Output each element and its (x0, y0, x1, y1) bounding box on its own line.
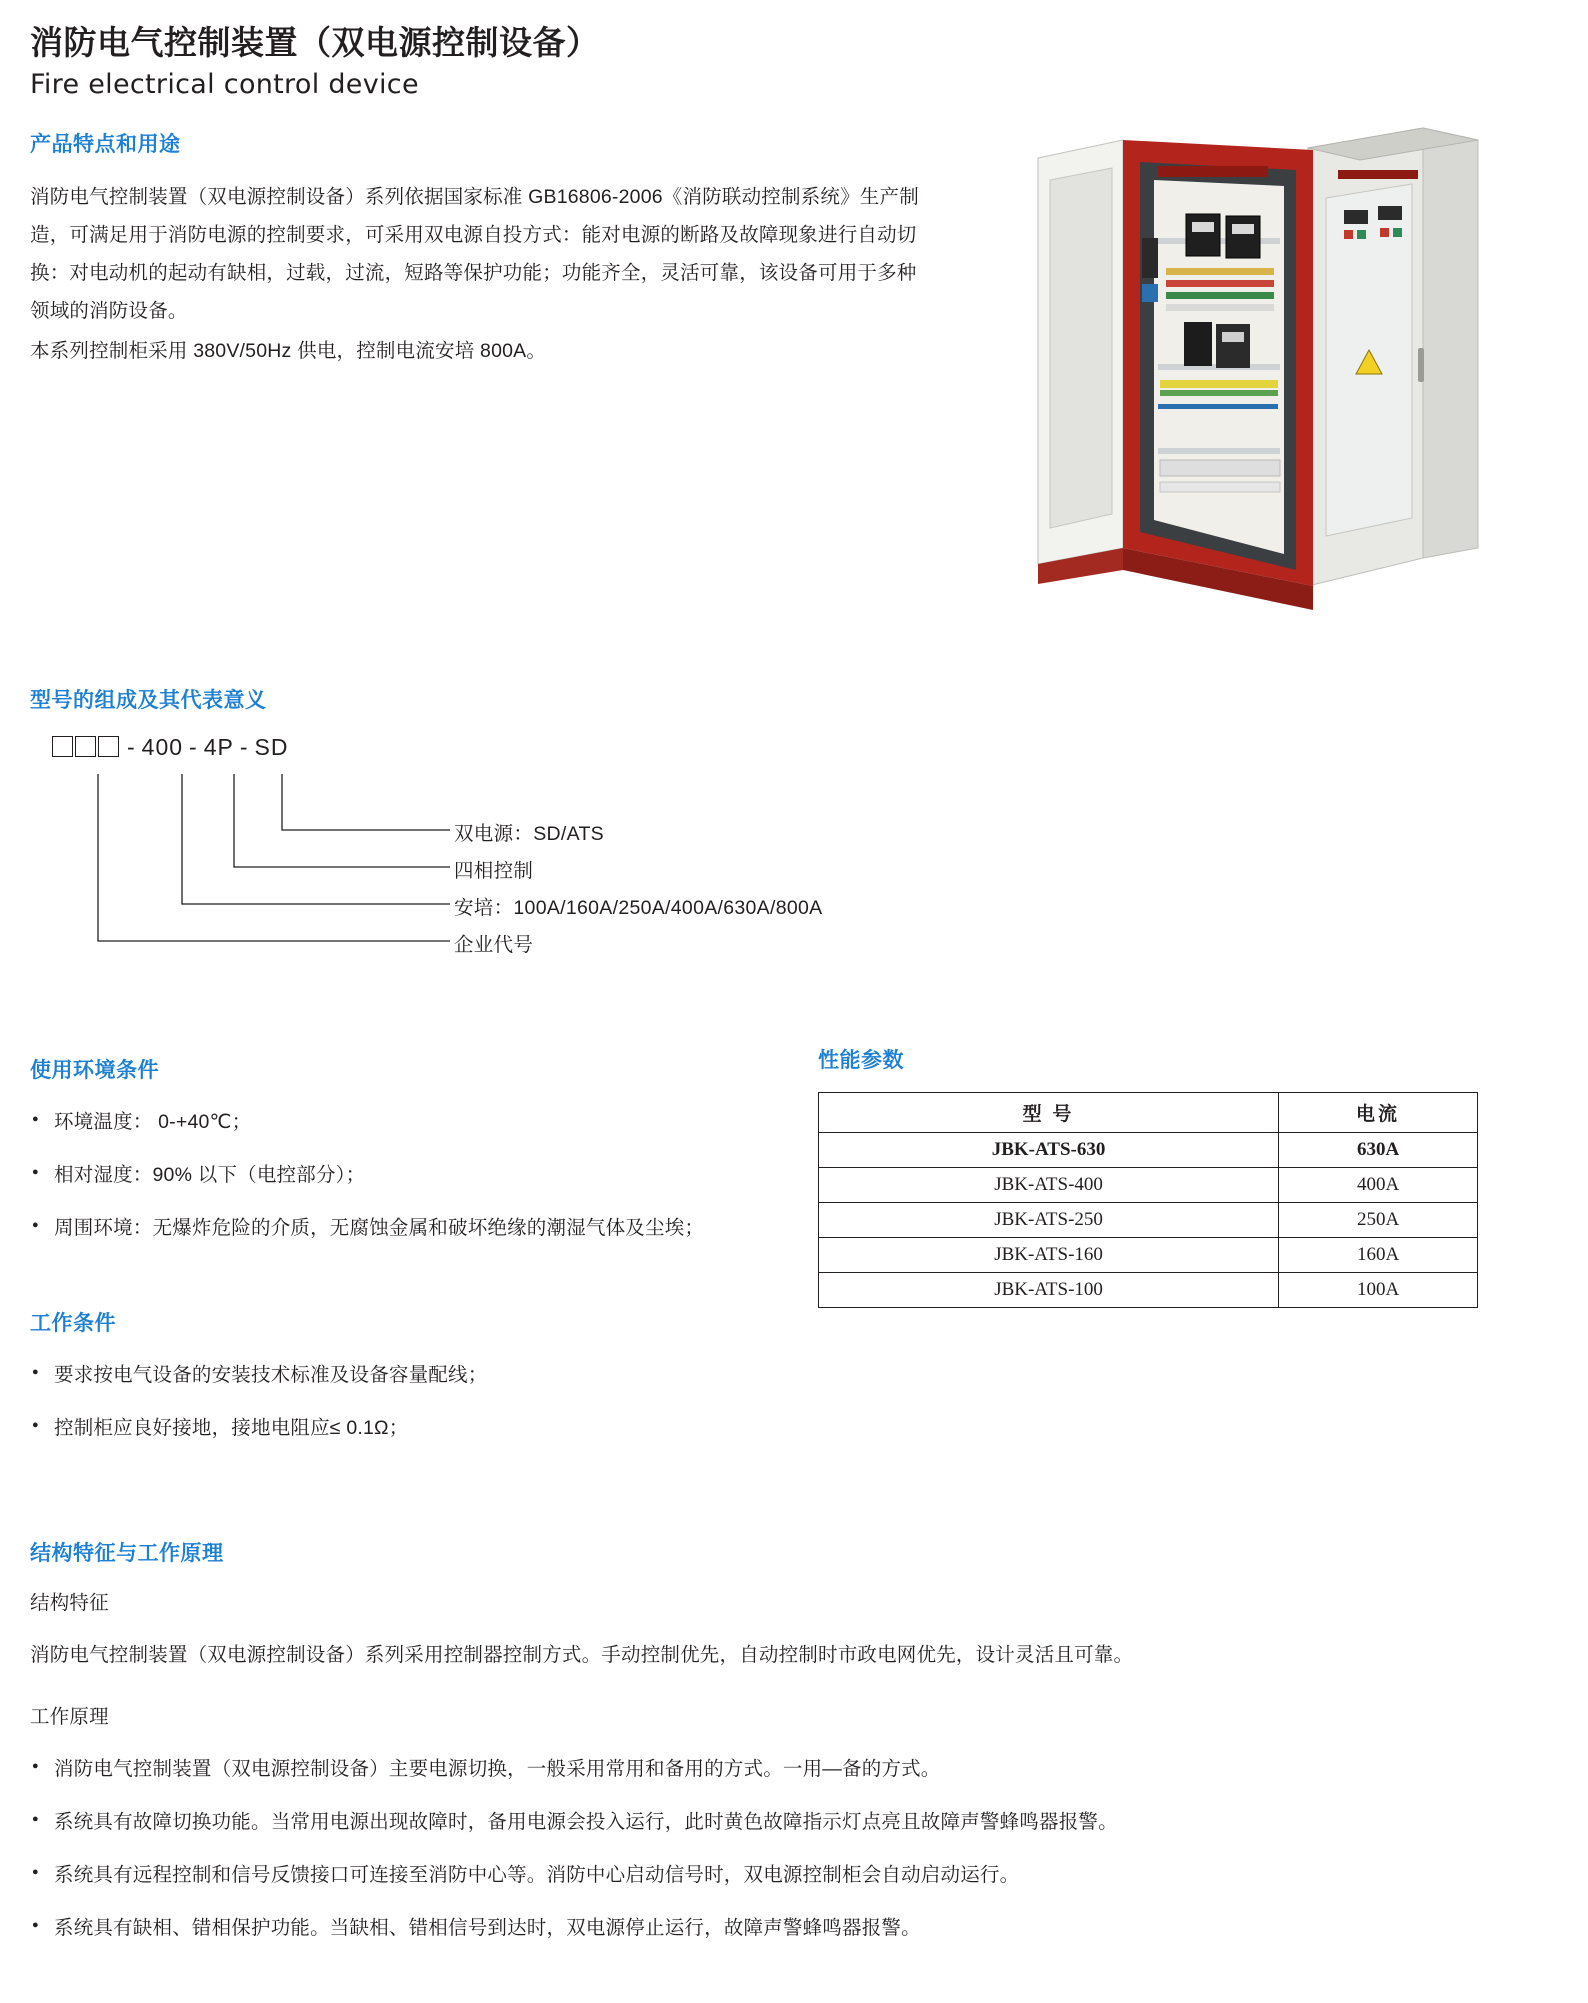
model-heading: 型号的组成及其代表意义 (30, 689, 267, 713)
model-legend-phase: 四相控制 (454, 860, 534, 883)
code-part-phase: 4P (203, 734, 234, 761)
list-item: ● 系统具有远程控制和信号反馈接口可连接至消防中心等。消防中心启动信号时，双电源控制柜会自动启动运行。 (30, 1857, 1528, 1894)
cell-model: JBK-ATS-250 (819, 1203, 1279, 1238)
features-section (30, 128, 1528, 648)
list-item: ● 消防电气控制装置（双电源控制设备）主要电源切换，一般采用常用和备用的方式。一用—备的方式。 (30, 1751, 1528, 1788)
structure-heading: 结构特征与工作原理 (30, 1542, 224, 1566)
principle-sub-label: 工作原理 (30, 1705, 109, 1728)
cell-model: JBK-ATS-630 (819, 1133, 1279, 1168)
features-paragraph-2: 本系列控制柜采用 380V/50Hz 供电，控制电流安培 800A。 (30, 340, 547, 363)
table-row (819, 1203, 1478, 1238)
list-item: ● 周围环境：无爆炸危险的介质，无腐蚀金属和破坏绝缘的潮湿气体及尘埃； (30, 1210, 910, 1247)
working-conditions-list (30, 1357, 1528, 1447)
code-separator-3: - (239, 734, 249, 761)
code-part-source: SD (254, 734, 289, 761)
cell-current: 100A (1279, 1273, 1478, 1308)
structure-sub-label: 结构特征 (30, 1592, 109, 1615)
table-row (819, 1273, 1478, 1308)
working-conditions-section (30, 1307, 1528, 1447)
features-heading: 产品特点和用途 (30, 133, 181, 157)
environment-and-performance (30, 1049, 1528, 1301)
cell-model: JBK-ATS-100 (819, 1273, 1279, 1308)
code-part-amp: 400 (141, 734, 184, 761)
page-title-en: Fire electrical control device (30, 69, 419, 101)
table-row (819, 1133, 1478, 1168)
cell-current: 160A (1279, 1238, 1478, 1273)
page-title-cn: 消防电气控制装置（双电源控制设备） (30, 24, 600, 61)
table-row (819, 1238, 1478, 1273)
column-header-model: 型 号 (819, 1093, 1279, 1133)
model-legend-company: 企业代号 (454, 934, 534, 957)
performance-table (818, 1092, 1478, 1308)
list-item: ● 控制柜应良好接地，接地电阻应≤ 0.1Ω； (30, 1410, 1528, 1447)
principle-list (30, 1751, 1528, 1947)
product-photo (1008, 118, 1528, 618)
cell-model: JBK-ATS-400 (819, 1168, 1279, 1203)
model-code-section (30, 684, 1528, 1004)
code-separator-2: - (189, 734, 198, 761)
model-legend-amp: 安培：100A/160A/250A/400A/630A/800A (454, 897, 823, 920)
list-item: ● 要求按电气设备的安装技术标准及设备容量配线； (30, 1357, 1528, 1394)
performance-section (818, 1044, 1478, 1308)
environment-list (30, 1104, 910, 1247)
model-diagram (30, 734, 1030, 1004)
list-item: ● 相对湿度：90% 以下（电控部分）； (30, 1157, 910, 1194)
features-text (30, 178, 935, 370)
list-item: ● 系统具有故障切换功能。当常用电源出现故障时，备用电源会投入运行，此时黄色故障指示灯点亮且故障声警蜂鸣器报警。 (30, 1804, 1528, 1841)
column-header-current: 电流 (1279, 1093, 1478, 1133)
cell-model: JBK-ATS-160 (819, 1238, 1279, 1273)
table-row (819, 1168, 1478, 1203)
features-paragraph-1: 消防电气控制装置（双电源控制设备）系列依据国家标准 GB16806-2006《消防联动控制系统》生产制造，可满足用于消防电源的控制要求，可采用双电源自投方式：能对电源的断路及故障现象进行自动切换：对电动机的起动有缺相，过载，过流，短路等保护功能；功能齐全，灵活可靠，该设备可用于多种领域的消防设备。 (30, 186, 919, 323)
structure-section (30, 1537, 1528, 1946)
performance-heading: 性能参数 (818, 1049, 904, 1073)
list-item: ● 系统具有缺相、错相保护功能。当缺相、错相信号到达时，双电源停止运行，故障声警蜂鸣器报警。 (30, 1910, 1528, 1947)
model-legend-source: 双电源：SD/ATS (454, 823, 604, 846)
environment-heading: 使用环境条件 (30, 1059, 159, 1083)
structure-paragraph: 消防电气控制装置（双电源控制设备）系列采用控制器控制方式。手动控制优先，自动控制时市政电网优先，设计灵活且可靠。 (30, 1644, 1134, 1667)
working-conditions-heading: 工作条件 (30, 1312, 116, 1336)
cell-current: 630A (1279, 1133, 1478, 1168)
cell-current: 400A (1279, 1168, 1478, 1203)
code-separator-1: - (127, 734, 136, 761)
table-header-row (819, 1093, 1478, 1133)
environment-section (30, 1054, 910, 1247)
list-item: ● 环境温度： 0-+40℃； (30, 1104, 910, 1141)
cell-current: 250A (1279, 1203, 1478, 1238)
